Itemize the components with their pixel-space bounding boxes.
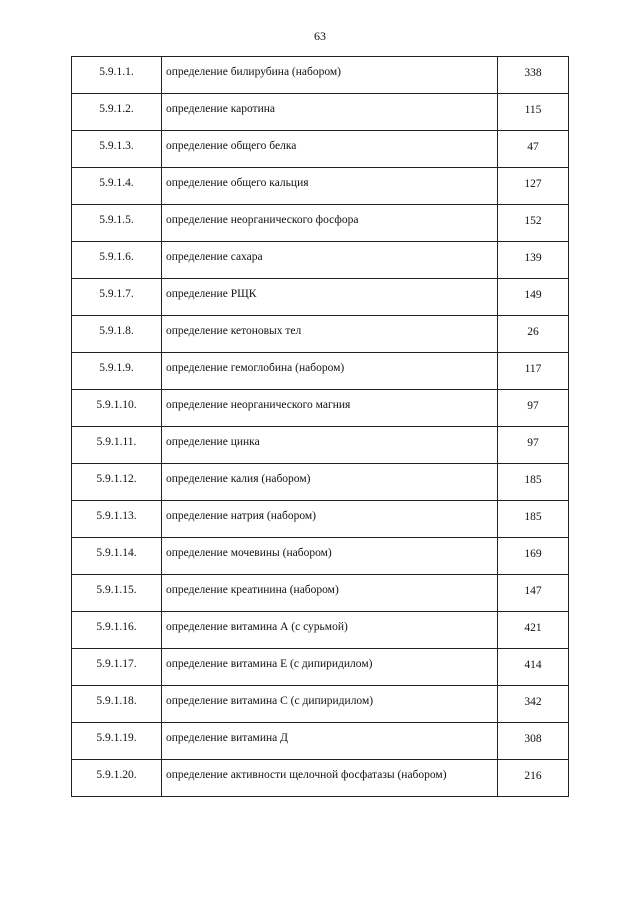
row-code: 5.9.1.2. [72, 94, 162, 131]
row-service-name: определение общего белка [162, 131, 498, 168]
table-row [72, 464, 569, 501]
table-row [72, 316, 569, 353]
row-service-name: определение РЩК [162, 279, 498, 316]
row-service-name: определение билирубина (набором) [162, 57, 498, 94]
row-service-name: определение гемоглобина (набором) [162, 353, 498, 390]
table-row [72, 168, 569, 205]
row-code: 5.9.1.16. [72, 612, 162, 649]
row-code: 5.9.1.18. [72, 686, 162, 723]
row-service-name: определение неорганического фосфора [162, 205, 498, 242]
row-service-name: определение активности щелочной фосфатазы (набором) [162, 760, 498, 797]
row-price: 97 [498, 427, 569, 464]
table-row [72, 353, 569, 390]
row-code: 5.9.1.10. [72, 390, 162, 427]
row-price: 342 [498, 686, 569, 723]
row-service-name: определение витамина Е (с дипиридилом) [162, 649, 498, 686]
row-price: 308 [498, 723, 569, 760]
row-price: 147 [498, 575, 569, 612]
row-price: 414 [498, 649, 569, 686]
row-code: 5.9.1.11. [72, 427, 162, 464]
row-price: 127 [498, 168, 569, 205]
row-code: 5.9.1.8. [72, 316, 162, 353]
table-row [72, 242, 569, 279]
row-code: 5.9.1.19. [72, 723, 162, 760]
table-row [72, 612, 569, 649]
table-row [72, 538, 569, 575]
row-price: 47 [498, 131, 569, 168]
row-service-name: определение натрия (набором) [162, 501, 498, 538]
row-code: 5.9.1.15. [72, 575, 162, 612]
row-service-name: определение общего кальция [162, 168, 498, 205]
row-code: 5.9.1.17. [72, 649, 162, 686]
table-row [72, 686, 569, 723]
table-row [72, 205, 569, 242]
table-row [72, 723, 569, 760]
row-code: 5.9.1.5. [72, 205, 162, 242]
table-row [72, 57, 569, 94]
row-price: 117 [498, 353, 569, 390]
row-code: 5.9.1.3. [72, 131, 162, 168]
row-price: 115 [498, 94, 569, 131]
row-code: 5.9.1.4. [72, 168, 162, 205]
table-row [72, 575, 569, 612]
table-row [72, 427, 569, 464]
row-service-name: определение креатинина (набором) [162, 575, 498, 612]
row-price: 185 [498, 464, 569, 501]
row-price: 216 [498, 760, 569, 797]
row-service-name: определение сахара [162, 242, 498, 279]
row-price: 169 [498, 538, 569, 575]
row-service-name: определение витамина Д [162, 723, 498, 760]
row-service-name: определение калия (набором) [162, 464, 498, 501]
row-service-name: определение цинка [162, 427, 498, 464]
table-row [72, 501, 569, 538]
table-row [72, 390, 569, 427]
row-price: 185 [498, 501, 569, 538]
row-price: 149 [498, 279, 569, 316]
row-code: 5.9.1.7. [72, 279, 162, 316]
row-code: 5.9.1.14. [72, 538, 162, 575]
table-row [72, 279, 569, 316]
row-price: 26 [498, 316, 569, 353]
table-row [72, 94, 569, 131]
row-service-name: определение витамина С (с дипиридилом) [162, 686, 498, 723]
row-service-name: определение мочевины (набором) [162, 538, 498, 575]
row-code: 5.9.1.1. [72, 57, 162, 94]
row-price: 139 [498, 242, 569, 279]
page-number: 63 [314, 29, 326, 43]
table-row [72, 649, 569, 686]
row-service-name: определение кетоновых тел [162, 316, 498, 353]
row-service-name: определение витамина А (с сурьмой) [162, 612, 498, 649]
table-row [72, 760, 569, 797]
row-price: 421 [498, 612, 569, 649]
row-code: 5.9.1.6. [72, 242, 162, 279]
row-service-name: определение неорганического магния [162, 390, 498, 427]
row-service-name: определение каротина [162, 94, 498, 131]
row-code: 5.9.1.20. [72, 760, 162, 797]
row-code: 5.9.1.13. [72, 501, 162, 538]
table-row [72, 131, 569, 168]
row-price: 97 [498, 390, 569, 427]
row-price: 152 [498, 205, 569, 242]
price-table [71, 56, 569, 797]
row-code: 5.9.1.12. [72, 464, 162, 501]
table-body [72, 57, 569, 797]
row-code: 5.9.1.9. [72, 353, 162, 390]
row-price: 338 [498, 57, 569, 94]
